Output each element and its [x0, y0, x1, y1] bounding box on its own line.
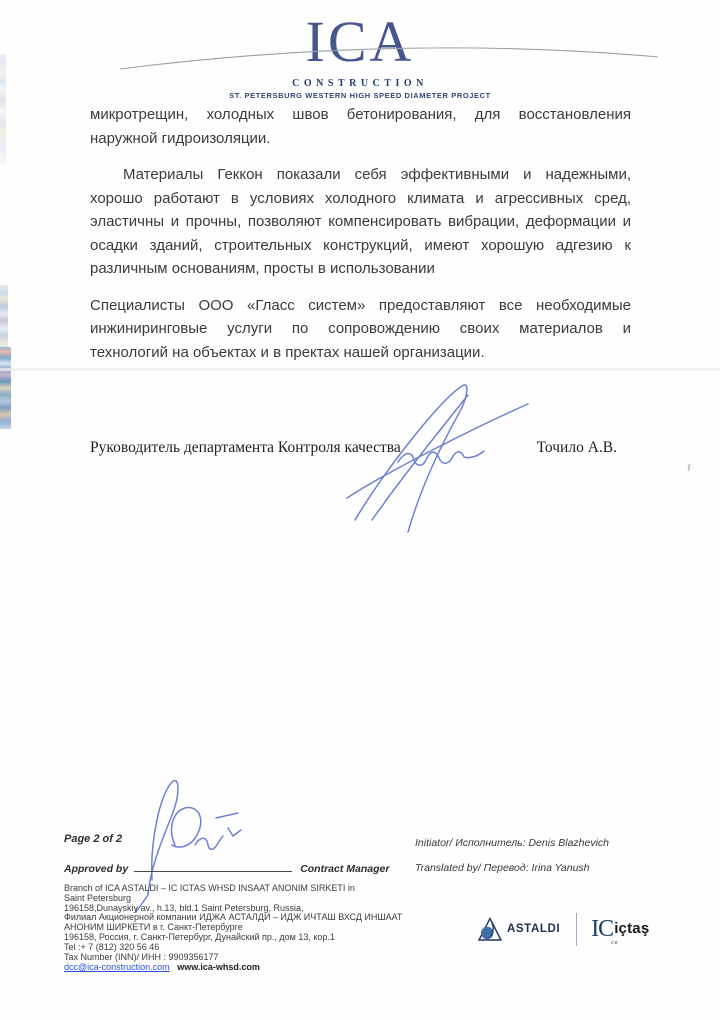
ictas-ce-mark: ce: [611, 940, 619, 946]
ica-logo: ICA: [305, 9, 415, 74]
body-line: микротрещин, холодных швов бетонирования, для восстановления: [90, 106, 631, 123]
approved-by-label: Approved by: [64, 863, 129, 875]
logo-tagline: ST. PETERSBURG WESTERN HIGH SPEED DIAMETER PROJECT: [229, 91, 491, 100]
logo-divider: [576, 913, 577, 946]
approved-by-row: [64, 860, 394, 875]
company-address-line: Branch of ICA ASTALDI – IC ICTAS WHSD INSAAT ANONIM SIRKETI in: [64, 883, 355, 893]
body-line: хорошо работают в условиях холодного климата и агрессивных сред,: [90, 189, 631, 207]
website-text: www.ica-whsd.com: [177, 962, 260, 972]
scan-artifact-band: [0, 368, 720, 371]
body-paragraph: [90, 103, 631, 150]
contract-manager-label: Contract Manager: [300, 863, 390, 875]
company-address-line: Филиал Акционерной компании ИДЖА АСТАЛДИ – ИДЖ ИЧТАШ ВХСД ИНШААТ: [64, 912, 403, 923]
letter-body: [90, 103, 631, 364]
company-address-line: АНОНИМ ШИРКЕТИ в г. Санкт-Петербурге: [64, 922, 243, 933]
signatory-row: [90, 439, 631, 457]
initiator-line: Initiator/ Исполнитель: Denis Blazhevich: [415, 837, 610, 849]
body-line: осадки зданий, строительных конструкций, имеют хорошую адгезию к: [90, 236, 631, 254]
company-address-line: Tax Number (INN)/ ИНН : 9909356177: [64, 951, 219, 962]
company-address-line: 196158,Dunayskiy av., h.13, bld.1 Saint Petersburg, Russia,: [64, 902, 304, 913]
approved-signature-line: [134, 860, 292, 872]
ictas-logo: [591, 916, 650, 946]
company-address: [64, 884, 409, 962]
body-line: Специалисты ООО «Гласс систем» предоставляют все необходимые: [90, 296, 631, 314]
company-address-line: Tel :+ 7 (812) 320 56 46: [64, 941, 160, 952]
logo-subtitle: CONSTRUCTION: [292, 78, 428, 89]
astaldi-triangle-icon: [478, 917, 502, 942]
ictas-ic-mark: IC: [591, 916, 614, 942]
body-line: технологий на объектах и в пректах нашей организации.: [90, 343, 485, 361]
signatory-title: Руководитель департамента Контроля качества: [90, 439, 401, 456]
body-paragraph: [90, 294, 631, 365]
email-link[interactable]: dcc@ica-construction.com: [64, 962, 170, 972]
company-address-line: Saint Petersburg: [64, 892, 132, 903]
body-line: эластичны и прочны, позволяют компенсировать вибрации, деформации и: [90, 213, 631, 230]
signature-ink-main: [328, 373, 543, 548]
partner-logos: [478, 904, 663, 954]
signatory-name: Точило А.В.: [536, 439, 617, 456]
scan-artifact-speck: [688, 464, 691, 471]
company-address-line: 196158, Россия, г. Санкт-Петербург, Дунайский пр., дом 13, кор.1: [64, 931, 335, 942]
astaldi-wordmark: ASTALDI: [507, 923, 561, 935]
body-paragraph: [90, 163, 631, 281]
scan-artifact-strip: [0, 285, 8, 347]
initiator-block: [415, 837, 695, 874]
body-line: Материалы Геккон показали себя эффективными и надежными,: [123, 166, 631, 183]
page-number: Page 2 of 2: [64, 833, 123, 845]
astaldi-logo: [478, 917, 560, 942]
body-line: наружной гидроизоляции.: [90, 129, 271, 147]
body-line: различным основаниям, просты в использовании: [90, 260, 435, 277]
contact-line: [64, 962, 260, 972]
ictas-wordmark: içtaş: [614, 920, 650, 937]
logo-arc-line: [118, 42, 660, 76]
translated-line: Translated by/ Перевод: Irina Yanush: [415, 862, 590, 874]
scan-artifact-strip: [0, 347, 11, 429]
body-line: инжиниринговые услуги по сопровождению своих материалов и: [90, 320, 631, 337]
